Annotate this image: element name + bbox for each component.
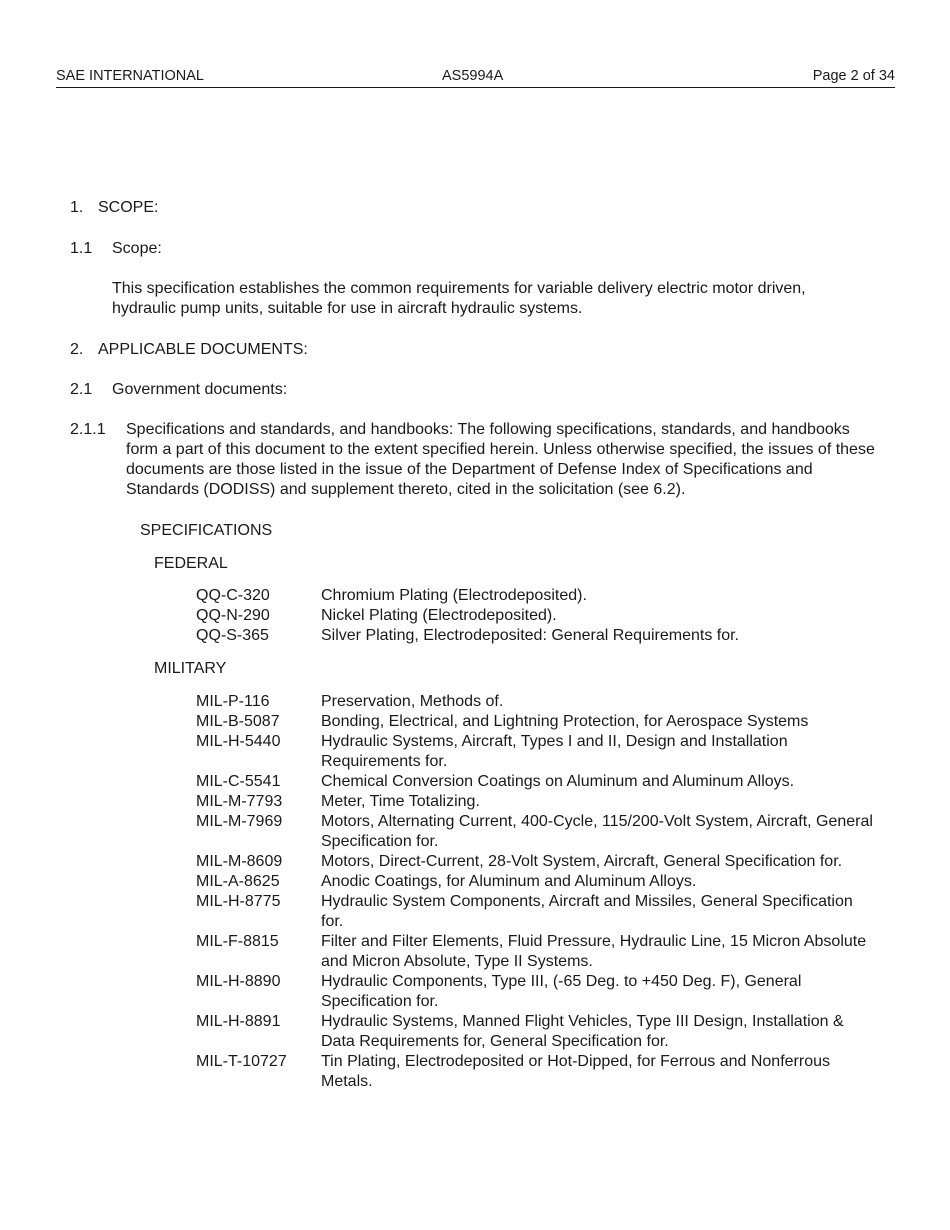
- spec-title: Chromium Plating (Electrodeposited).: [321, 587, 587, 604]
- section-title: APPLICABLE DOCUMENTS:: [98, 341, 308, 358]
- military-heading: MILITARY: [154, 660, 227, 677]
- military-spec-list: [196, 692, 876, 1092]
- spec-title: Hydraulic Systems, Manned Flight Vehicles, Type III Design, Installation & Data Requirements for, General Specification for.: [321, 1013, 844, 1050]
- section-title: Government documents:: [112, 381, 288, 398]
- spec-code: QQ-C-320: [196, 587, 270, 604]
- spec-code: MIL-B-5087: [196, 713, 280, 730]
- spec-code: MIL-A-8625: [196, 873, 280, 890]
- header-doc-id: AS5994A: [442, 68, 504, 84]
- spec-row: [196, 972, 876, 1012]
- spec-row: [196, 692, 876, 712]
- spec-row: [196, 606, 876, 626]
- spec-code: MIL-T-10727: [196, 1053, 287, 1070]
- federal-heading: FEDERAL: [154, 555, 228, 572]
- header-org: SAE INTERNATIONAL: [56, 68, 204, 84]
- spec-title: Bonding, Electrical, and Lightning Protection, for Aerospace Systems: [321, 713, 809, 730]
- spec-row: [196, 1052, 876, 1092]
- spec-row: [196, 732, 876, 772]
- section-1-1-heading: [70, 239, 162, 259]
- spec-code: MIL-H-8775: [196, 893, 281, 910]
- spec-code: MIL-H-8891: [196, 1013, 281, 1030]
- spec-row: [196, 932, 876, 972]
- spec-row: [196, 812, 876, 852]
- spec-title: Tin Plating, Electrodeposited or Hot-Dipped, for Ferrous and Nonferrous Metals.: [321, 1053, 830, 1090]
- page-header: [56, 66, 895, 88]
- spec-title: Filter and Filter Elements, Fluid Pressure, Hydraulic Line, 15 Micron Absolute and Micron Absolute, Type II Systems.: [321, 933, 867, 970]
- spec-code: MIL-H-5440: [196, 733, 281, 750]
- spec-row: [196, 586, 876, 606]
- section-title: Scope:: [112, 240, 162, 257]
- spec-title: Preservation, Methods of.: [321, 693, 504, 710]
- spec-code: MIL-H-8890: [196, 973, 281, 990]
- spec-code: MIL-F-8815: [196, 933, 279, 950]
- section-number: 2.: [70, 341, 84, 358]
- section-2-1-1-number: 2.1.1: [70, 421, 106, 438]
- section-2-1-heading: [70, 380, 287, 400]
- spec-title: Hydraulic System Components, Aircraft and Missiles, General Specification for.: [321, 893, 853, 930]
- spec-title: Motors, Alternating Current, 400-Cycle, 115/200-Volt System, Aircraft, General Specification for.: [321, 813, 873, 850]
- spec-row: [196, 1012, 876, 1052]
- spec-code: MIL-C-5541: [196, 773, 281, 790]
- spec-title: Meter, Time Totalizing.: [321, 793, 480, 810]
- specifications-heading: SPECIFICATIONS: [140, 522, 273, 539]
- section-1-heading: [70, 198, 158, 218]
- section-2-heading: [70, 340, 308, 360]
- section-number: 2.1: [70, 381, 93, 398]
- spec-title: Anodic Coatings, for Aluminum and Aluminum Alloys.: [321, 873, 697, 890]
- spec-code: QQ-N-290: [196, 607, 270, 624]
- federal-spec-list: [196, 586, 876, 646]
- spec-row: [196, 626, 876, 646]
- spec-code: MIL-P-116: [196, 693, 270, 710]
- section-number: 1.1: [70, 240, 93, 257]
- spec-code: MIL-M-7793: [196, 793, 283, 810]
- scope-paragraph: This specification establishes the common requirements for variable delivery electric motor driven, hydraulic pump units, suitable for use in aircraft hydraulic systems.: [112, 280, 806, 317]
- spec-row: [196, 872, 876, 892]
- section-title: SCOPE:: [98, 199, 159, 216]
- spec-row: [196, 772, 876, 792]
- spec-title: Silver Plating, Electrodeposited: General Requirements for.: [321, 627, 739, 644]
- spec-title: Hydraulic Components, Type III, (-65 Deg. to +450 Deg. F), General Specification for.: [321, 973, 802, 1010]
- spec-title: Nickel Plating (Electrodeposited).: [321, 607, 557, 624]
- spec-title: Chemical Conversion Coatings on Aluminum and Aluminum Alloys.: [321, 773, 795, 790]
- spec-row: [196, 892, 876, 932]
- spec-row: [196, 852, 876, 872]
- spec-code: MIL-M-8609: [196, 853, 283, 870]
- header-page-number: Page 2 of 34: [812, 68, 895, 84]
- spec-code: MIL-M-7969: [196, 813, 283, 830]
- spec-title: Hydraulic Systems, Aircraft, Types I and II, Design and Installation Requirements for.: [321, 733, 788, 770]
- spec-row: [196, 792, 876, 812]
- section-number: 1.: [70, 199, 84, 216]
- spec-title: Motors, Direct-Current, 28-Volt System, Aircraft, General Specification for.: [321, 853, 843, 870]
- spec-code: QQ-S-365: [196, 627, 269, 644]
- section-2-1-1-paragraph: Specifications and standards, and handbooks: The following specifications, standards, and handbooks form a part of this document to the extent specified herein. Unless otherwise specified, the issues of these documents are those listed in the issue of the Department of Defense Index of Specifications and Standards (DODISS) and supplement thereto, cited in the solicitation (see 6.2).: [126, 421, 875, 498]
- spec-row: [196, 712, 876, 732]
